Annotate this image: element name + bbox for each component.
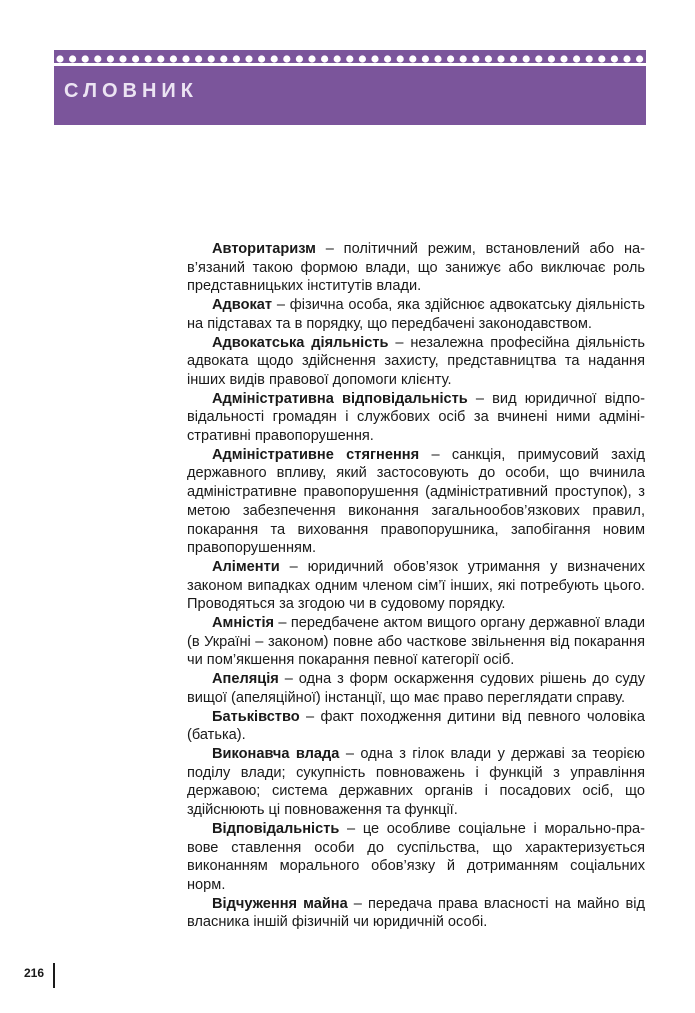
scallop-dot	[384, 55, 391, 62]
scallop-dot	[157, 55, 164, 62]
page-number: 216	[24, 966, 45, 980]
glossary-entry	[187, 670, 645, 707]
glossary-term: Адвокат	[212, 297, 273, 314]
scallop-dot	[409, 55, 416, 62]
scallop-pattern	[54, 50, 646, 63]
scallop-dot	[334, 55, 341, 62]
scallop-dot	[510, 55, 517, 62]
scallop-dot	[245, 55, 252, 62]
scallop-dot	[359, 55, 366, 62]
glossary-term: Авторитаризм	[212, 241, 316, 257]
scallop-dot	[132, 55, 139, 62]
glossary-definition: – вид юридичної відповідальності громадян і службових осіб за вчинені ними адміністративні правопорушення.	[187, 390, 646, 445]
glossary-term: Амністія	[212, 615, 275, 632]
glossary-definition: – факт походження дитини від певного чоловіка (батька).	[187, 708, 645, 744]
scallop-dot	[283, 55, 290, 62]
scallop-dot	[308, 55, 315, 62]
section-banner	[54, 50, 646, 125]
glossary-definition: – передбачене актом вищого органу державної влади (в Україні – законом) повне або часткове звільнення від покарання чи пом’якшення покарання певної категорії осіб.	[187, 615, 645, 669]
scallop-dot	[611, 55, 618, 62]
scallop-dot	[195, 55, 202, 62]
scallop-dot	[107, 55, 114, 62]
scallop-dot	[94, 55, 101, 62]
glossary-entry	[187, 240, 645, 296]
page-title: СЛОВНИК	[64, 80, 199, 102]
scallop-dot	[598, 55, 605, 62]
glossary-term: Адміністративна відповідальність	[212, 390, 468, 407]
scallop-dot	[586, 55, 593, 62]
scallop-dot	[422, 55, 429, 62]
glossary-term: Аліменти	[212, 558, 280, 575]
glossary-definition: – санкція, примусовий захід державного впливу, який застосовують до особи, що вчинила адміністративне правопорушення (адміністративний проступок), з метою забезпечення виконання загальнообов’язкових правил, покарання та виховання правопорушника, запобігання новим правопорушенням.	[187, 446, 646, 557]
glossary-entry	[187, 558, 645, 614]
scallop-dot	[296, 55, 303, 62]
glossary-term: Батьківство	[212, 708, 300, 725]
scallop-dot	[220, 55, 227, 62]
scallop-dot	[346, 55, 353, 62]
scallop-dot	[397, 55, 404, 62]
glossary-entry	[187, 390, 645, 446]
glossary-entry	[187, 296, 645, 333]
glossary-definition: – юридичний обов’язок утримання у визначених законом випадках одним членом сім’ї інших, які потребують цього. Проводяться за згодою чи в судовому порядку.	[187, 558, 645, 613]
banner-divider	[54, 63, 646, 66]
glossary-definition: – одна з форм оскарження судових рішень до суду вищої (апеляційної) інстанції, що має право переглядати справу.	[187, 671, 645, 706]
scallop-dot	[208, 55, 215, 62]
glossary-definition: – фізична особа, яка здійснює адвокатську діяльність на підставах та в порядку, що передбачені законодавством.	[187, 297, 645, 332]
scallop-dot	[548, 55, 555, 62]
scallop-dot	[560, 55, 567, 62]
scallop-dot	[258, 55, 265, 62]
glossary-entry	[187, 745, 645, 820]
scallop-dot	[573, 55, 580, 62]
glossary-definition: – одна з гілок влади у державі за теорією поділу влади; сукупність повноважень і функцій з управління державою; система державних органів і посадових осіб, що здійснюють ці повноваження та функції.	[187, 745, 645, 819]
scallop-dot	[271, 55, 278, 62]
glossary-entry	[187, 820, 645, 895]
scallop-dot	[119, 55, 126, 62]
scallop-dot	[636, 55, 643, 62]
glossary-entry	[187, 334, 645, 390]
scallop-dot	[623, 55, 630, 62]
page-number-rule	[53, 963, 55, 988]
glossary-term: Відчуження майна	[212, 895, 348, 912]
scallop-dot	[170, 55, 177, 62]
scallop-dot	[460, 55, 467, 62]
glossary-term: Адвокатська діяльність	[212, 334, 389, 351]
scallop-dot	[69, 55, 76, 62]
glossary-entry	[187, 614, 645, 670]
glossary-definition: – це особливе соціальне і морально-правове ставлення особи до суспільства, що характеризується виконанням морального обов’язку й дотриманням соціальних норм.	[187, 820, 645, 893]
scallop-dot	[56, 55, 63, 62]
scallop-dot	[535, 55, 542, 62]
scallop-dot	[523, 55, 530, 62]
glossary-list	[187, 240, 645, 932]
scallop-dot	[145, 55, 152, 62]
scallop-dot	[447, 55, 454, 62]
scallop-dot	[485, 55, 492, 62]
scallop-dot	[321, 55, 328, 62]
glossary-definition: – незалежна професійна діяльність адвоката щодо здійснення захисту, представництва та надання інших видів правової допомоги клієнту.	[187, 334, 645, 388]
glossary-term: Відповідальність	[212, 820, 340, 837]
glossary-term: Адміністративне стягнення	[212, 446, 420, 463]
glossary-term: Апеляція	[212, 671, 279, 688]
scalloped-border	[54, 50, 646, 63]
glossary-entry	[187, 446, 645, 558]
glossary-entry	[187, 895, 645, 932]
glossary-entry	[187, 708, 645, 745]
scallop-dot	[434, 55, 441, 62]
glossary-definition: – передача права власності на майно від власника іншій фізичній чи юридичній особі.	[187, 895, 645, 931]
scallop-dot	[233, 55, 240, 62]
scallop-dot	[182, 55, 189, 62]
scallop-dot	[472, 55, 479, 62]
glossary-definition: – політичний режим, встановлений або нав’язаний такою формою влади, що занижує або виключає роль представницьких інститутів влади.	[187, 241, 645, 295]
glossary-term: Виконавча влада	[212, 745, 340, 762]
scallop-dot	[497, 55, 504, 62]
scallop-dot	[82, 55, 89, 62]
scallop-dot	[371, 55, 378, 62]
